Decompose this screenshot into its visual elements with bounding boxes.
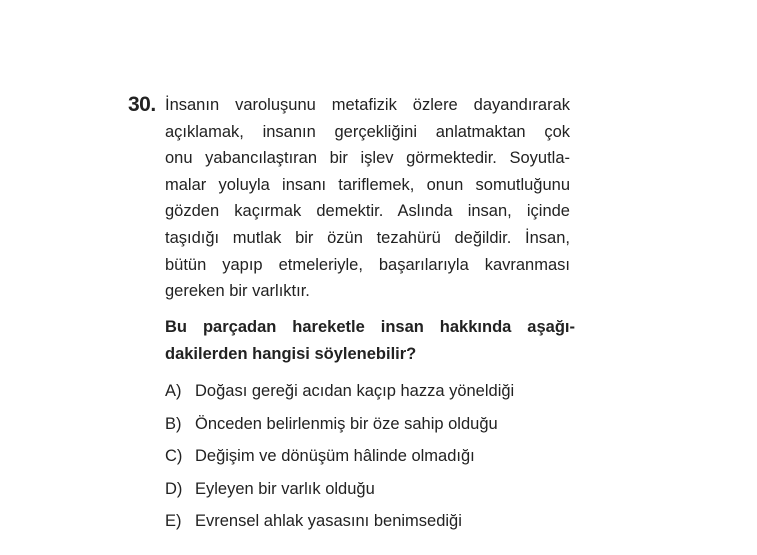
option-b[interactable] — [165, 411, 585, 444]
passage-line: malar yoluyla insanı tariflemek, onun somutluğunu — [165, 175, 570, 194]
option-text: Önceden belirlenmiş bir öze sahip olduğu — [195, 414, 498, 433]
question-passage — [165, 92, 570, 305]
answer-options — [165, 378, 585, 541]
option-text: Doğası gereği acıdan kaçıp hazza yöneldiği — [195, 382, 515, 400]
passage-line: İnsanın varoluşunu metafizik özlere dayandırarak — [165, 96, 570, 114]
option-text: Evrensel ahlak yasasını benimsediği — [195, 512, 462, 530]
option-text: Değişim ve dönüşüm hâlinde olmadığı — [195, 447, 475, 465]
passage-line: gereken bir varlıktır. — [165, 282, 310, 301]
option-a[interactable] — [165, 378, 585, 411]
option-e[interactable] — [165, 508, 585, 541]
option-letter: C) — [165, 447, 183, 465]
passage-line: bütün yapıp etmeleriyle, başarılarıyla kavranması — [165, 255, 570, 274]
question-stem — [165, 314, 575, 368]
option-letter: A) — [165, 382, 182, 400]
passage-line: onu yabancılaştıran bir işlev görmektedir. Soyutla- — [165, 149, 570, 168]
option-text: Eyleyen bir varlık olduğu — [195, 479, 375, 498]
stem-line: Bu parçadan hareketle insan hakkında aşağı- — [165, 318, 575, 336]
option-d[interactable] — [165, 476, 585, 509]
stem-line: dakilerden hangisi söylenebilir? — [165, 345, 417, 363]
passage-line: gözden kaçırmak demektir. Aslında insan, içinde — [165, 202, 570, 221]
option-c[interactable] — [165, 443, 585, 476]
passage-line: taşıdığı mutlak bir özün tezahürü değildir. İnsan, — [165, 228, 570, 247]
option-letter: B) — [165, 414, 182, 433]
option-letter: E) — [165, 512, 182, 530]
passage-line: açıklamak, insanın gerçekliğini anlatmaktan çok — [165, 122, 570, 141]
question-number: 30. — [128, 93, 156, 116]
option-letter: D) — [165, 479, 183, 498]
